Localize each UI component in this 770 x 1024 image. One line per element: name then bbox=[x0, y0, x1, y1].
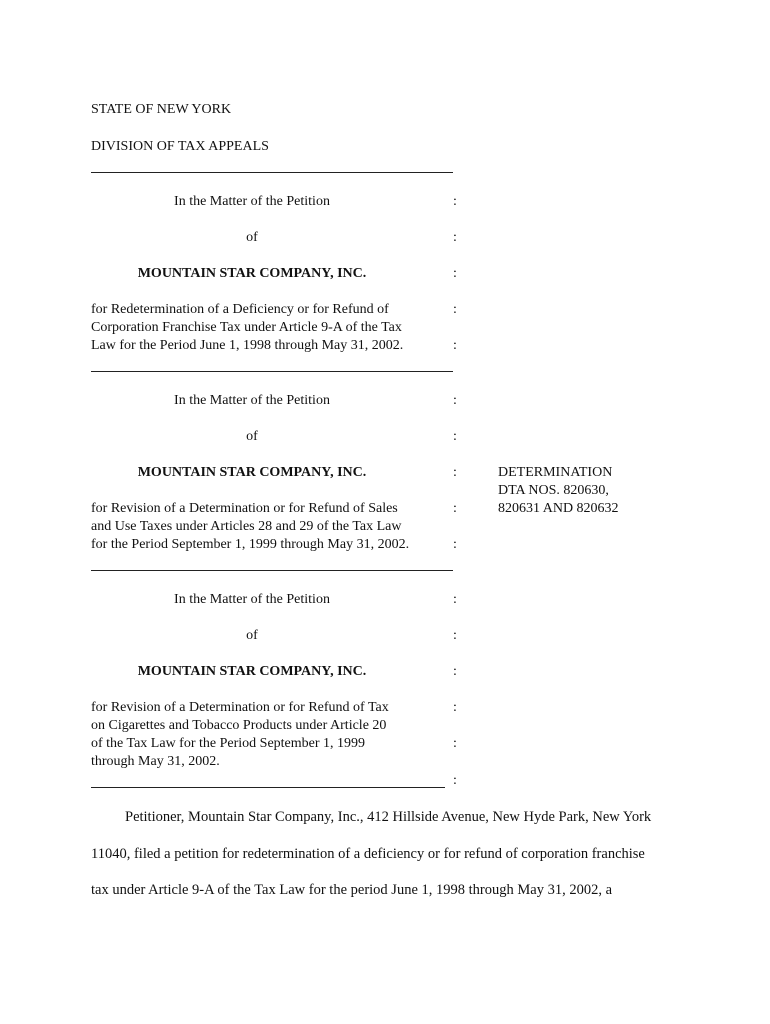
caption-3-matter: In the Matter of the Petition bbox=[174, 592, 330, 607]
caption-2-colon: : bbox=[453, 429, 457, 444]
caption-1-colon: : bbox=[453, 302, 457, 317]
caption-3-description-line: of the Tax Law for the Period September 1, 1999 bbox=[91, 736, 366, 751]
caption-1-colon: : bbox=[453, 266, 457, 281]
caption-2-description-line: for the Period September 1, 1999 through May 31, 2002. bbox=[91, 537, 410, 552]
caption-2-colon: : bbox=[453, 393, 457, 408]
caption-3-description-line: through May 31, 2002. bbox=[91, 754, 220, 769]
body-paragraph-line: tax under Article 9-A of the Tax Law for the period June 1, 1998 through May 31, 2002, a bbox=[91, 882, 613, 898]
caption-3-colon: : bbox=[453, 592, 457, 607]
caption-1-description-line: Law for the Period June 1, 1998 through May 31, 2002. bbox=[91, 338, 404, 353]
caption-2-description-line: and Use Taxes under Articles 28 and 29 of the Tax Law bbox=[91, 519, 402, 534]
caption-2-petitioner: MOUNTAIN STAR COMPANY, INC. bbox=[137, 465, 367, 480]
caption-1-description-line: Corporation Franchise Tax under Article 9-A of the Tax bbox=[91, 320, 402, 335]
division-heading: DIVISION OF TAX APPEALS bbox=[91, 139, 269, 154]
dta-numbers: DTA NOS. 820630, bbox=[498, 483, 609, 498]
caption-2-description-line: for Revision of a Determination or for Refund of Sales bbox=[91, 501, 398, 516]
caption-1-colon: : bbox=[453, 230, 457, 245]
caption-1-of: of bbox=[246, 230, 258, 245]
caption-1-colon: : bbox=[453, 194, 457, 209]
caption-1-description-line: for Redetermination of a Deficiency or for Refund of bbox=[91, 302, 389, 317]
caption-1-petitioner: MOUNTAIN STAR COMPANY, INC. bbox=[137, 266, 367, 281]
caption-3-colon: : bbox=[453, 628, 457, 643]
body-paragraph-line: Petitioner, Mountain Star Company, Inc., 412 Hillside Avenue, New Hyde Park, New York bbox=[125, 809, 652, 825]
determination-title: DETERMINATION bbox=[498, 465, 613, 480]
caption-2-of: of bbox=[246, 429, 258, 444]
caption-2-colon: : bbox=[453, 501, 457, 516]
caption-3-description-line: on Cigarettes and Tobacco Products under Article 20 bbox=[91, 718, 387, 733]
caption-2-matter: In the Matter of the Petition bbox=[174, 393, 330, 408]
caption-2-colon: : bbox=[453, 537, 457, 552]
caption-3-of: of bbox=[246, 628, 258, 643]
caption-3-colon: : bbox=[453, 773, 457, 788]
caption-3-colon: : bbox=[453, 736, 457, 751]
caption-3-petitioner: MOUNTAIN STAR COMPANY, INC. bbox=[137, 664, 367, 679]
caption-1-colon: : bbox=[453, 338, 457, 353]
caption-2-colon: : bbox=[453, 465, 457, 480]
caption-rule bbox=[91, 371, 453, 372]
caption-rule bbox=[91, 172, 453, 173]
caption-rule bbox=[91, 570, 453, 571]
caption-3-colon: : bbox=[453, 664, 457, 679]
caption-rule bbox=[91, 787, 445, 788]
body-paragraph-line: 11040, filed a petition for redetermination of a deficiency or for refund of corporation franchise bbox=[91, 846, 645, 862]
state-heading: STATE OF NEW YORK bbox=[91, 102, 232, 117]
caption-1-matter: In the Matter of the Petition bbox=[174, 194, 330, 209]
dta-numbers: 820631 AND 820632 bbox=[498, 501, 619, 516]
caption-3-description-line: for Revision of a Determination or for Refund of Tax bbox=[91, 700, 389, 715]
caption-3-colon: : bbox=[453, 700, 457, 715]
